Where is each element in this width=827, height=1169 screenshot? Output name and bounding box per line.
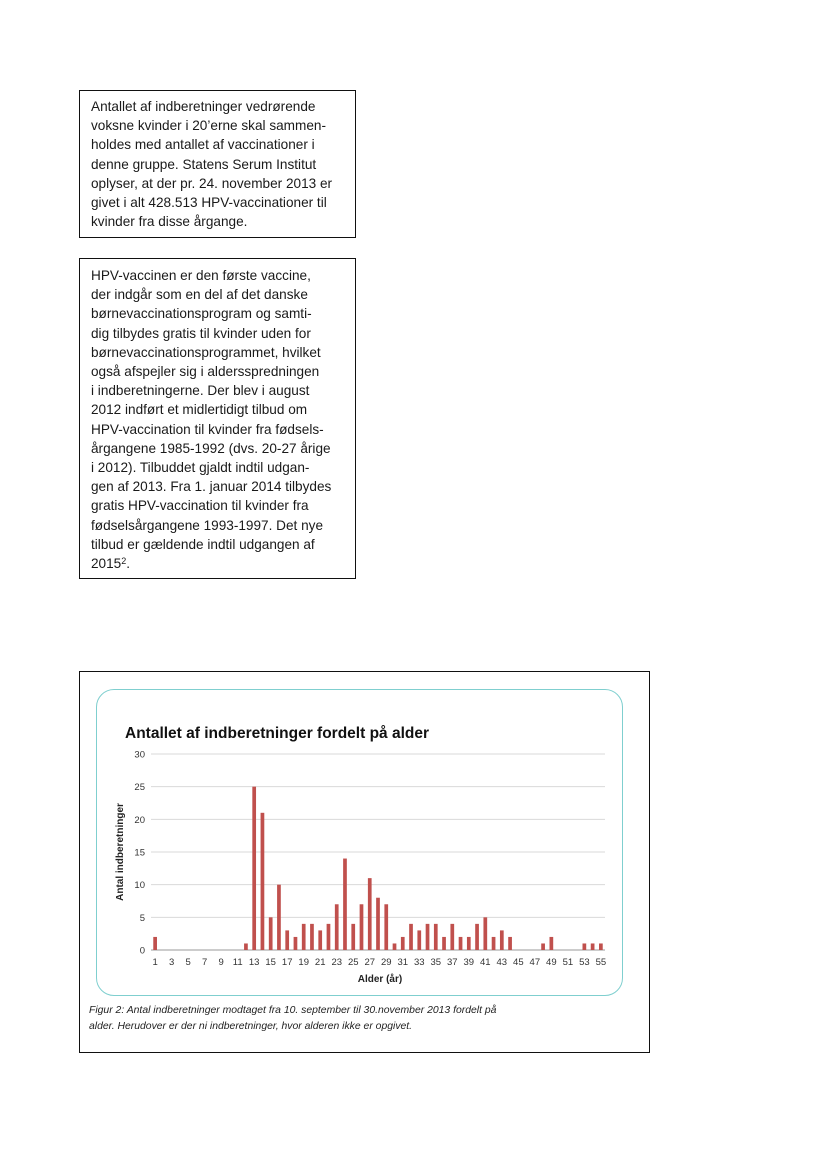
bar-age-28 [376, 898, 380, 950]
text-line: gratis HPV-vaccination til kvinder fra [91, 498, 309, 514]
x-tick-label: 53 [579, 957, 590, 968]
caption-line: Figur 2: Antal indberetninger modtaget fra 10. september til 30.november 2013 fordelt på [89, 1005, 497, 1016]
bar-age-27 [368, 878, 372, 950]
x-tick-label: 21 [314, 957, 326, 968]
bar-age-48 [541, 943, 545, 950]
text-line: fødselsårgangene 1993-1997. Det nye [91, 517, 324, 533]
x-tick-label: 31 [397, 957, 409, 968]
text-line: i 2012). Tilbuddet gjaldt indtil udgan- [91, 460, 310, 476]
y-axis-label: Antal indberetninger [115, 803, 126, 901]
bar-age-36 [442, 937, 446, 950]
x-tick-label: 11 [232, 957, 243, 968]
y-tick-label: 20 [134, 814, 145, 826]
x-tick-label: 23 [331, 957, 343, 968]
year-text: 2015 [91, 556, 122, 572]
x-tick-label: 27 [364, 957, 376, 968]
x-tick-label: 51 [562, 957, 574, 968]
text-line: dig tilbydes gratis til kvinder uden for [91, 325, 311, 341]
figure-frame [79, 671, 650, 1053]
bar-age-43 [500, 930, 504, 950]
x-tick-label: 13 [248, 957, 260, 968]
x-tick-label: 45 [513, 957, 524, 968]
bar-age-42 [492, 937, 496, 950]
x-tick-label: 25 [347, 957, 359, 968]
text-line: 2012 indført et midlertidigt tilbud om [91, 402, 308, 418]
footnote-mark: 2 [121, 556, 127, 567]
bar-age-15 [269, 917, 273, 950]
y-tick-label: 15 [134, 847, 145, 859]
bar-age-16 [277, 885, 281, 950]
bar-age-12 [244, 943, 248, 950]
info-box-vaccinations [79, 90, 356, 238]
x-axis-label: Alder (år) [357, 974, 403, 985]
bar-age-37 [450, 924, 454, 950]
bar-age-54 [591, 943, 595, 950]
bar-age-33 [417, 930, 421, 950]
info-box-hpv-program [79, 258, 356, 579]
bar-age-38 [459, 937, 463, 950]
text-line: oplyser, at der pr. 24. november 2013 er [91, 175, 333, 191]
bar-age-53 [583, 943, 587, 950]
bar-age-49 [549, 937, 553, 950]
text-line: tilbud er gældende indtil udgangen af [91, 536, 315, 552]
text-line: kvinder fra disse årgange. [91, 214, 248, 230]
x-tick-label: 3 [168, 957, 175, 968]
x-tick-label: 19 [298, 957, 309, 968]
bar-age-22 [327, 924, 331, 950]
x-tick-label: 39 [463, 957, 475, 968]
text-line: i indberetningerne. Der blev i august [91, 383, 310, 399]
x-tick-label: 29 [380, 957, 392, 968]
text-line: holdes med antallet af vaccinationer i [91, 137, 315, 153]
x-tick-label: 9 [218, 957, 224, 968]
text-line: børnevaccinationsprogram og samti- [91, 306, 312, 322]
bar-age-21 [318, 930, 322, 950]
x-tick-label: 1 [152, 957, 158, 968]
bar-age-32 [409, 924, 413, 950]
x-tick-label: 43 [496, 957, 508, 968]
bar-age-40 [475, 924, 479, 950]
text-line: givet i alt 428.513 HPV-vaccinationer til [91, 195, 327, 211]
y-tick-label: 25 [134, 782, 145, 794]
bar-age-20 [310, 924, 314, 950]
x-tick-label: 7 [202, 957, 208, 968]
x-tick-label: 17 [281, 957, 293, 968]
y-tick-label: 10 [134, 880, 145, 892]
x-tick-label: 41 [480, 957, 491, 968]
text-line: der indgår som en del af det danske [91, 287, 308, 303]
bar-age-44 [508, 937, 512, 950]
bar-age-19 [302, 924, 306, 950]
text-line: gen af 2013. Fra 1. januar 2014 tilbydes [91, 479, 332, 495]
bar-age-17 [285, 930, 289, 950]
x-tick-label: 55 [595, 957, 607, 968]
text-line: HPV-vaccinen er den første vaccine, [91, 268, 311, 283]
bar-age-30 [393, 943, 397, 950]
age-distribution-chart [97, 690, 622, 995]
y-tick-label: 0 [139, 945, 145, 957]
bar-age-26 [360, 904, 364, 950]
bar-age-35 [434, 924, 438, 950]
x-tick-label: 35 [430, 957, 442, 968]
bar-age-41 [483, 917, 487, 950]
text-line: HPV-vaccination til kvinder fra fødsels- [91, 421, 324, 437]
x-axis-ticks [152, 957, 606, 968]
chart-title: Antallet af indberetninger fordelt på alder [125, 725, 430, 742]
bar-age-23 [335, 904, 339, 950]
y-axis-ticks [134, 750, 145, 957]
x-tick-label: 47 [529, 957, 541, 968]
x-tick-label: 15 [265, 957, 276, 968]
bar-age-25 [351, 924, 355, 950]
text-line: årgangene 1985-1992 (dvs. 20-27 årige [91, 440, 331, 456]
y-tick-label: 30 [134, 749, 145, 761]
bar-age-1 [153, 937, 157, 950]
bar-age-24 [343, 859, 347, 950]
bar-age-18 [294, 937, 298, 950]
text-line: denne gruppe. Statens Serum Institut [91, 156, 317, 172]
x-tick-label: 49 [546, 957, 557, 968]
bar-age-14 [261, 813, 265, 950]
period: . [126, 556, 131, 572]
bar-age-31 [401, 937, 405, 950]
text-line: også afspejler sig i aldersspredningen [91, 364, 320, 380]
bar-age-13 [252, 787, 256, 950]
text-line: Antallet af indberetninger vedrørende [91, 99, 316, 114]
text-line-last [91, 554, 347, 573]
y-tick-label: 5 [139, 912, 145, 924]
text-line: voksne kvinder i 20’erne skal sammen- [91, 118, 326, 134]
x-tick-label: 33 [413, 957, 425, 968]
bar-age-39 [467, 937, 471, 950]
caption-line: alder. Herudover er der ni indberetninger, hvor alderen ikke er opgivet. [89, 1020, 413, 1032]
x-tick-label: 5 [185, 957, 191, 968]
bar-age-29 [384, 904, 388, 950]
bar-age-55 [599, 943, 603, 950]
bars [153, 787, 602, 950]
chart-panel [96, 689, 623, 996]
figure-caption [89, 1003, 589, 1034]
bar-age-34 [426, 924, 430, 950]
text-line: børnevaccinationsprogrammet, hvilket [91, 344, 321, 360]
x-tick-label: 37 [447, 957, 458, 968]
